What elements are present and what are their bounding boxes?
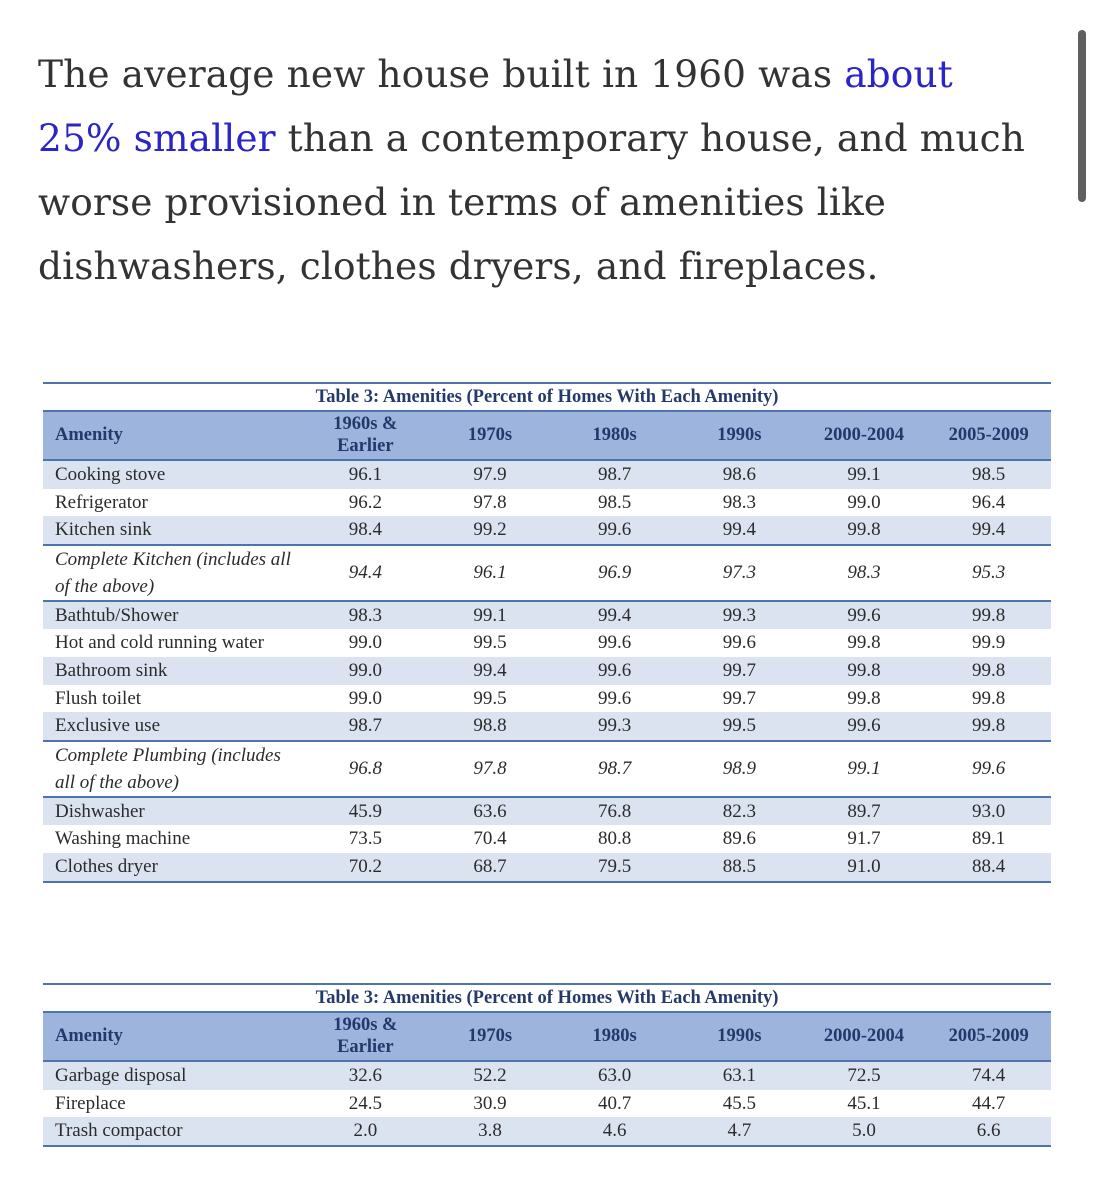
value-cell: 74.4 bbox=[972, 1065, 1006, 1086]
value-cell: 4.7 bbox=[727, 1120, 752, 1142]
column-header: 1960s & Earlier bbox=[303, 411, 428, 460]
value-cell: 80.8 bbox=[598, 828, 632, 850]
value-cell: 88.4 bbox=[926, 853, 1051, 882]
column-header: 1990s bbox=[677, 411, 802, 460]
value-cell: 99.5 bbox=[473, 687, 507, 709]
value-cell: 97.8 bbox=[428, 741, 553, 797]
value-cell: 76.8 bbox=[598, 800, 632, 822]
amenity-label: Clothes dryer bbox=[43, 853, 303, 882]
amenity-label: Flush toilet bbox=[55, 687, 142, 709]
value-cell: 96.1 bbox=[348, 464, 382, 485]
amenity-label: Complete Plumbing (includes all of the above) bbox=[43, 741, 303, 797]
value-cell: 97.9 bbox=[473, 464, 507, 485]
value-cell: 79.5 bbox=[552, 853, 677, 882]
value-cell: 4.6 bbox=[602, 1120, 627, 1142]
amenity-label: Fireplace bbox=[55, 1092, 126, 1114]
column-header: 2000-2004 bbox=[802, 411, 927, 460]
table-row bbox=[43, 712, 1051, 741]
header-row bbox=[43, 411, 1051, 460]
value-cell: 99.6 bbox=[598, 687, 632, 709]
column-header: Amenity bbox=[43, 411, 303, 460]
table-row bbox=[43, 1061, 1051, 1090]
table-title: Table 3: Amenities (Percent of Homes With Each Amenity) bbox=[315, 387, 779, 407]
value-cell: 99.0 bbox=[348, 687, 382, 709]
value-cell: 93.0 bbox=[972, 800, 1006, 822]
value-cell: 96.2 bbox=[348, 491, 382, 513]
value-cell: 88.5 bbox=[677, 853, 802, 882]
amenity-label: Cooking stove bbox=[55, 464, 166, 485]
amenity-label: Refrigerator bbox=[55, 491, 148, 513]
value-cell: 98.9 bbox=[677, 741, 802, 797]
vertical-scrollbar[interactable] bbox=[1078, 30, 1086, 202]
value-cell: 70.2 bbox=[303, 853, 428, 882]
column-header: 2005-2009 bbox=[926, 411, 1051, 460]
value-cell: 99.5 bbox=[677, 712, 802, 741]
column-header: 1980s bbox=[552, 1012, 677, 1061]
value-cell: 70.4 bbox=[473, 828, 507, 850]
value-cell: 99.0 bbox=[348, 659, 382, 681]
value-cell: 98.3 bbox=[348, 604, 382, 626]
amenity-label: Bathtub/Shower bbox=[55, 604, 179, 626]
column-header: 1970s bbox=[428, 411, 553, 460]
value-cell: 99.1 bbox=[473, 604, 507, 626]
value-cell: 45.5 bbox=[722, 1092, 756, 1114]
value-cell: 99.9 bbox=[972, 632, 1006, 654]
value-cell: 99.6 bbox=[598, 632, 632, 654]
value-cell: 97.3 bbox=[677, 545, 802, 601]
value-cell: 96.1 bbox=[428, 545, 553, 601]
value-cell: 99.8 bbox=[972, 604, 1006, 626]
value-cell: 91.0 bbox=[802, 853, 927, 882]
table-row bbox=[43, 685, 1051, 713]
value-cell: 99.8 bbox=[847, 632, 881, 654]
value-cell: 99.6 bbox=[802, 712, 927, 741]
amenity-label: Hot and cold running water bbox=[55, 632, 264, 654]
value-cell: 99.0 bbox=[348, 632, 382, 654]
value-cell: 3.8 bbox=[478, 1120, 502, 1142]
value-cell: 32.6 bbox=[348, 1065, 382, 1086]
value-cell: 99.2 bbox=[428, 516, 553, 545]
value-cell: 5.0 bbox=[852, 1120, 876, 1142]
value-cell: 98.5 bbox=[972, 464, 1006, 485]
intro-text-after: than a contemporary house, and much worse provisioned in terms of amenities like dishwashers, clothes dryers, and fireplaces. bbox=[38, 116, 1025, 288]
value-cell: 99.6 bbox=[926, 741, 1051, 797]
table-row bbox=[43, 545, 1051, 601]
value-cell: 98.7 bbox=[552, 741, 677, 797]
column-header: 1980s bbox=[552, 411, 677, 460]
value-cell: 99.3 bbox=[722, 604, 756, 626]
value-cell: 96.8 bbox=[303, 741, 428, 797]
value-cell: 99.1 bbox=[802, 741, 927, 797]
table-row bbox=[43, 629, 1051, 657]
amenities-table-1 bbox=[43, 382, 1051, 883]
intro-text-before: The average new house built in 1960 was bbox=[38, 52, 845, 96]
table-title: Table 3: Amenities (Percent of Homes With Each Amenity) bbox=[315, 988, 779, 1008]
value-cell: 99.6 bbox=[847, 604, 881, 626]
value-cell: 99.8 bbox=[972, 659, 1006, 681]
header-row bbox=[43, 1012, 1051, 1061]
value-cell: 99.6 bbox=[598, 659, 632, 681]
value-cell: 99.0 bbox=[847, 491, 881, 513]
value-cell: 99.6 bbox=[722, 632, 756, 654]
value-cell: 99.5 bbox=[473, 632, 507, 654]
value-cell: 99.3 bbox=[552, 712, 677, 741]
value-cell: 82.3 bbox=[722, 800, 756, 822]
amenity-label: Exclusive use bbox=[43, 712, 303, 741]
value-cell: 44.7 bbox=[972, 1092, 1006, 1114]
value-cell: 40.7 bbox=[598, 1092, 632, 1114]
amenity-label: Kitchen sink bbox=[43, 516, 303, 545]
value-cell: 99.7 bbox=[722, 659, 756, 681]
value-cell: 45.9 bbox=[348, 800, 382, 822]
amenity-label: Complete Kitchen (includes all of the above) bbox=[43, 545, 303, 601]
value-cell: 63.1 bbox=[722, 1065, 756, 1086]
value-cell: 73.5 bbox=[348, 828, 382, 850]
amenities-grid bbox=[43, 1011, 1051, 1145]
value-cell: 89.7 bbox=[847, 800, 881, 822]
amenity-label: Dishwasher bbox=[55, 800, 145, 822]
about-25-percent-smaller-link[interactable]: about 25% smaller bbox=[38, 52, 953, 160]
table-row bbox=[43, 1090, 1051, 1118]
value-cell: 91.7 bbox=[847, 828, 881, 850]
amenity-label: Trash compactor bbox=[55, 1120, 183, 1142]
value-cell: 94.4 bbox=[303, 545, 428, 601]
amenity-label: Washing machine bbox=[55, 828, 191, 850]
table-row bbox=[43, 741, 1051, 797]
value-cell: 89.6 bbox=[722, 828, 756, 850]
value-cell: 99.4 bbox=[598, 604, 632, 626]
value-cell: 99.6 bbox=[552, 516, 677, 545]
amenities-table-2 bbox=[43, 983, 1051, 1147]
value-cell: 72.5 bbox=[847, 1065, 881, 1086]
value-cell: 98.3 bbox=[802, 545, 927, 601]
intro-paragraph bbox=[38, 42, 1038, 298]
column-header: 1960s & Earlier bbox=[303, 1012, 428, 1061]
value-cell: 98.6 bbox=[722, 464, 756, 485]
value-cell: 63.6 bbox=[473, 800, 507, 822]
value-cell: 68.7 bbox=[428, 853, 553, 882]
table-bottom-rule bbox=[43, 1145, 1051, 1147]
table-row bbox=[43, 601, 1051, 630]
value-cell: 99.8 bbox=[926, 712, 1051, 741]
value-cell: 97.8 bbox=[473, 491, 507, 513]
value-cell: 96.9 bbox=[552, 545, 677, 601]
table-row bbox=[43, 516, 1051, 545]
column-header: 2000-2004 bbox=[802, 1012, 927, 1061]
value-cell: 99.4 bbox=[677, 516, 802, 545]
value-cell: 24.5 bbox=[348, 1092, 382, 1114]
value-cell: 99.8 bbox=[847, 687, 881, 709]
value-cell: 99.4 bbox=[473, 659, 507, 681]
column-header: 1970s bbox=[428, 1012, 553, 1061]
value-cell: 6.6 bbox=[976, 1120, 1001, 1142]
value-cell: 98.5 bbox=[598, 491, 632, 513]
amenity-label: Bathroom sink bbox=[55, 659, 168, 681]
value-cell: 30.9 bbox=[473, 1092, 507, 1114]
table-row bbox=[43, 460, 1051, 489]
table-row bbox=[43, 1117, 1051, 1145]
column-header: 2005-2009 bbox=[926, 1012, 1051, 1061]
value-cell: 99.4 bbox=[926, 516, 1051, 545]
value-cell: 98.7 bbox=[303, 712, 428, 741]
amenity-label: Garbage disposal bbox=[55, 1065, 187, 1086]
value-cell: 98.7 bbox=[598, 464, 632, 485]
column-header: Amenity bbox=[43, 1012, 303, 1061]
value-cell: 99.1 bbox=[847, 464, 881, 485]
value-cell: 89.1 bbox=[972, 828, 1006, 850]
value-cell: 99.8 bbox=[972, 687, 1006, 709]
value-cell: 98.8 bbox=[428, 712, 553, 741]
table-row bbox=[43, 853, 1051, 882]
value-cell: 45.1 bbox=[847, 1092, 881, 1114]
value-cell: 2.0 bbox=[353, 1120, 378, 1142]
value-cell: 95.3 bbox=[926, 545, 1051, 601]
value-cell: 99.8 bbox=[802, 516, 927, 545]
table-row bbox=[43, 657, 1051, 685]
table-row bbox=[43, 825, 1051, 853]
value-cell: 96.4 bbox=[972, 491, 1006, 513]
value-cell: 52.2 bbox=[473, 1065, 507, 1086]
value-cell: 98.4 bbox=[303, 516, 428, 545]
value-cell: 98.3 bbox=[722, 491, 756, 513]
amenities-grid bbox=[43, 410, 1051, 883]
value-cell: 63.0 bbox=[598, 1065, 632, 1086]
value-cell: 99.7 bbox=[722, 687, 756, 709]
table-row bbox=[43, 489, 1051, 517]
column-header: 1990s bbox=[677, 1012, 802, 1061]
value-cell: 99.8 bbox=[847, 659, 881, 681]
table-row bbox=[43, 797, 1051, 826]
